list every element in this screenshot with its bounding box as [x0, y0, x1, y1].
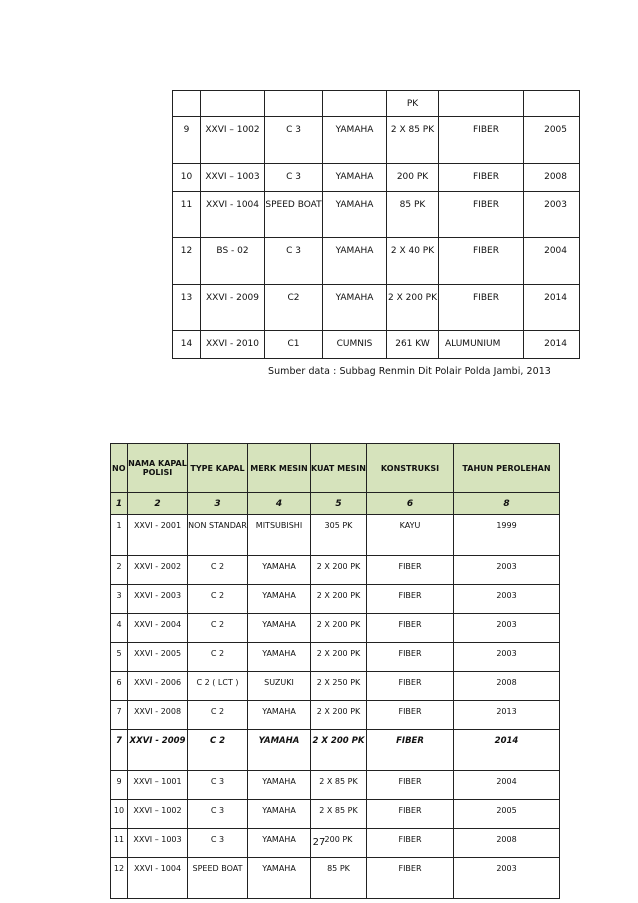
- header-tahun: TAHUN PEROLEHAN: [454, 444, 560, 493]
- table-row: [111, 672, 560, 701]
- cell-konstruksi: FIBER: [367, 858, 454, 899]
- cell-type: C 3: [265, 164, 323, 192]
- cell-tahun: 2008: [454, 829, 560, 858]
- column-number: 8: [454, 493, 560, 515]
- cell-konstruksi: FIBER: [439, 192, 524, 238]
- cell-type: C1: [265, 331, 323, 359]
- cell-kuat: 2 X 200 PK: [311, 556, 367, 585]
- cell-merk: YAMAHA: [248, 800, 311, 829]
- cell-kuat: 2 X 200 PK: [311, 701, 367, 730]
- cell-nama: XXVI - 2002: [128, 556, 188, 585]
- cell-kuat: 85 PK: [387, 192, 439, 238]
- cell-type: C 2: [188, 585, 248, 614]
- cell-kuat: 2 X 200 PK: [311, 614, 367, 643]
- cell-no: 11: [111, 829, 128, 858]
- vessel-table: [110, 443, 560, 899]
- cell-type: SPEED BOAT: [265, 192, 323, 238]
- cell-nama: BS - 02: [201, 238, 265, 285]
- cell-konstruksi: FIBER: [367, 829, 454, 858]
- cell-kuat: 2 X 200 PK: [311, 585, 367, 614]
- cell-tahun: 2003: [454, 643, 560, 672]
- cell-konstruksi: FIBER: [367, 800, 454, 829]
- cell-merk: YAMAHA: [323, 117, 387, 164]
- source-note: Sumber data : Subbag Renmin Dit Polair Polda Jambi, 2013: [268, 366, 551, 377]
- table-row: [173, 164, 580, 192]
- header-nama: NAMA KAPAL POLISI: [128, 444, 188, 493]
- cell-no: 9: [111, 771, 128, 800]
- cell-type: C 2 ( LCT ): [188, 672, 248, 701]
- cell-no: 13: [173, 285, 201, 331]
- cell-no: 4: [111, 614, 128, 643]
- cell-tahun: 2014: [524, 331, 580, 359]
- cell-tahun: [524, 91, 580, 117]
- table-row: [173, 192, 580, 238]
- table-row: [111, 556, 560, 585]
- cell-type: C 2: [188, 556, 248, 585]
- cell-konstruksi: FIBER: [367, 643, 454, 672]
- cell-nama: XXVI - 2010: [201, 331, 265, 359]
- header-konstruksi: KONSTRUKSI: [367, 444, 454, 493]
- cell-type: C 2: [188, 614, 248, 643]
- cell-type: SPEED BOAT: [188, 858, 248, 899]
- cell-nama: XXVI - 2001: [128, 515, 188, 556]
- cell-kuat: 2 X 250 PK: [311, 672, 367, 701]
- cell-konstruksi: FIBER: [439, 164, 524, 192]
- cell-konstruksi: FIBER: [439, 117, 524, 164]
- cell-kuat: 2 X 200 PK: [311, 643, 367, 672]
- table-row: [173, 285, 580, 331]
- table-row-highlighted: [111, 730, 560, 771]
- cell-tahun: 2014: [524, 285, 580, 331]
- cell-kuat: 200 PK: [387, 164, 439, 192]
- cell-tahun: 1999: [454, 515, 560, 556]
- cell-tahun: 2013: [454, 701, 560, 730]
- cell-konstruksi: FIBER: [367, 556, 454, 585]
- cell-nama: XXVI - 2005: [128, 643, 188, 672]
- cell-merk: YAMAHA: [248, 585, 311, 614]
- cell-no: 11: [173, 192, 201, 238]
- cell-konstruksi: ALUMUNIUM: [439, 331, 524, 359]
- cell-nama: XXVI – 1003: [201, 164, 265, 192]
- cell-no: 14: [173, 331, 201, 359]
- header-type: TYPE KAPAL: [188, 444, 248, 493]
- cell-no: 10: [111, 800, 128, 829]
- cell-type: NON STANDAR: [188, 515, 248, 556]
- cell-tahun: 2005: [524, 117, 580, 164]
- cell-konstruksi: FIBER: [439, 285, 524, 331]
- cell-kuat: 2 X 85 PK: [311, 800, 367, 829]
- cell-nama: XXVI - 2006: [128, 672, 188, 701]
- cell-tahun: 2008: [524, 164, 580, 192]
- cell-nama: XXVI – 1002: [201, 117, 265, 164]
- cell-konstruksi: FIBER: [367, 585, 454, 614]
- cell-merk: YAMAHA: [323, 238, 387, 285]
- cell-no: 9: [173, 117, 201, 164]
- cell-type: [265, 91, 323, 117]
- cell-no: 7: [111, 701, 128, 730]
- header-no: NO: [111, 444, 128, 493]
- page-number: 27: [312, 837, 326, 848]
- table-row: [111, 701, 560, 730]
- cell-type: C 3: [188, 771, 248, 800]
- cell-no: 7: [111, 730, 128, 771]
- cell-merk: YAMAHA: [248, 643, 311, 672]
- table-row: [173, 117, 580, 164]
- table-row: [111, 771, 560, 800]
- cell-tahun: 2003: [454, 858, 560, 899]
- cell-type: C 2: [188, 643, 248, 672]
- cell-tahun: 2003: [454, 614, 560, 643]
- table-row: [111, 614, 560, 643]
- cell-tahun: 2008: [454, 672, 560, 701]
- cell-merk: YAMAHA: [323, 285, 387, 331]
- cell-kuat: 2 X 40 PK: [387, 238, 439, 285]
- cell-konstruksi: FIBER: [367, 730, 454, 771]
- cell-kuat: 2 X 85 PK: [387, 117, 439, 164]
- column-number: 1: [111, 493, 128, 515]
- vessel-table-continued: [172, 90, 580, 359]
- cell-merk: YAMAHA: [323, 164, 387, 192]
- cell-konstruksi: KAYU: [367, 515, 454, 556]
- cell-merk: YAMAHA: [248, 614, 311, 643]
- cell-no: 6: [111, 672, 128, 701]
- column-number: 4: [248, 493, 311, 515]
- cell-no: [173, 91, 201, 117]
- cell-nama: XXVI – 1001: [128, 771, 188, 800]
- column-number: 2: [128, 493, 188, 515]
- table-row: [111, 643, 560, 672]
- cell-no: 1: [111, 515, 128, 556]
- cell-type: C 3: [265, 238, 323, 285]
- table-row: [173, 238, 580, 285]
- cell-kuat: PK: [387, 91, 439, 117]
- table-row: [111, 800, 560, 829]
- cell-kuat: 85 PK: [311, 858, 367, 899]
- cell-type: C 2: [188, 730, 248, 771]
- cell-konstruksi: FIBER: [367, 701, 454, 730]
- cell-konstruksi: FIBER: [439, 238, 524, 285]
- cell-nama: [201, 91, 265, 117]
- cell-kuat: 305 PK: [311, 515, 367, 556]
- cell-nama: XXVI - 1004: [201, 192, 265, 238]
- cell-nama: XXVI - 2003: [128, 585, 188, 614]
- cell-nama: XXVI - 2009: [201, 285, 265, 331]
- table-row: [111, 585, 560, 614]
- cell-kuat: 261 KW: [387, 331, 439, 359]
- cell-kuat: 200 PK: [311, 829, 367, 858]
- cell-no: 12: [173, 238, 201, 285]
- cell-type: C 3: [188, 829, 248, 858]
- cell-kuat: 2 X 200 PK: [387, 285, 439, 331]
- cell-konstruksi: FIBER: [367, 771, 454, 800]
- cell-konstruksi: [439, 91, 524, 117]
- cell-type: C 3: [265, 117, 323, 164]
- column-number: 3: [188, 493, 248, 515]
- cell-tahun: 2014: [454, 730, 560, 771]
- cell-no: 3: [111, 585, 128, 614]
- cell-type: C 3: [188, 800, 248, 829]
- table-row: [111, 858, 560, 899]
- cell-tahun: 2003: [454, 556, 560, 585]
- cell-merk: YAMAHA: [248, 556, 311, 585]
- cell-konstruksi: FIBER: [367, 614, 454, 643]
- cell-tahun: 2004: [524, 238, 580, 285]
- cell-merk: YAMAHA: [248, 730, 311, 771]
- cell-no: 5: [111, 643, 128, 672]
- cell-merk: YAMAHA: [248, 771, 311, 800]
- table-row: [111, 515, 560, 556]
- cell-nama: XXVI – 1002: [128, 800, 188, 829]
- cell-merk: YAMAHA: [248, 858, 311, 899]
- cell-type: C2: [265, 285, 323, 331]
- cell-kuat: 2 X 85 PK: [311, 771, 367, 800]
- cell-tahun: 2004: [454, 771, 560, 800]
- cell-konstruksi: FIBER: [367, 672, 454, 701]
- cell-merk: [323, 91, 387, 117]
- table-header: [111, 444, 560, 493]
- cell-tahun: 2003: [524, 192, 580, 238]
- cell-nama: XXVI - 1004: [128, 858, 188, 899]
- column-number: 6: [367, 493, 454, 515]
- table-row: [173, 331, 580, 359]
- cell-merk: YAMAHA: [248, 829, 311, 858]
- cell-merk: CUMNIS: [323, 331, 387, 359]
- cell-no: 10: [173, 164, 201, 192]
- cell-no: 12: [111, 858, 128, 899]
- cell-merk: MITSUBISHI: [248, 515, 311, 556]
- cell-no: 2: [111, 556, 128, 585]
- column-number: 5: [311, 493, 367, 515]
- cell-merk: SUZUKI: [248, 672, 311, 701]
- cell-nama: XXVI - 2009: [128, 730, 188, 771]
- cell-kuat: 2 X 200 PK: [311, 730, 367, 771]
- header-kuat: KUAT MESIN: [311, 444, 367, 493]
- table-row: [173, 91, 580, 117]
- cell-merk: YAMAHA: [323, 192, 387, 238]
- cell-nama: XXVI - 2004: [128, 614, 188, 643]
- cell-tahun: 2005: [454, 800, 560, 829]
- column-number-row: [111, 493, 560, 515]
- cell-tahun: 2003: [454, 585, 560, 614]
- cell-type: C 2: [188, 701, 248, 730]
- header-merk: MERK MESIN: [248, 444, 311, 493]
- cell-merk: YAMAHA: [248, 701, 311, 730]
- cell-nama: XXVI – 1003: [128, 829, 188, 858]
- cell-nama: XXVI - 2008: [128, 701, 188, 730]
